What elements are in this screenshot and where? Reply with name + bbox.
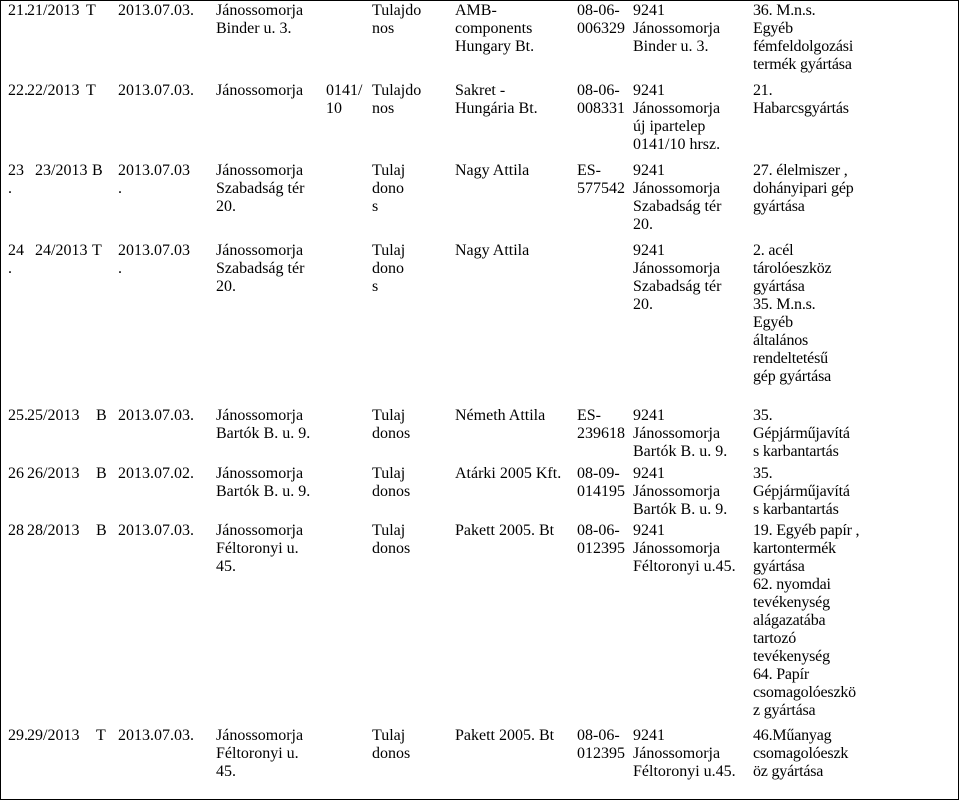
cell-address: Jánossomorja Szabadság tér 20. bbox=[216, 162, 305, 215]
cell-date: 2013.07.03. bbox=[118, 522, 194, 539]
cell-code: 08-06- 012395 bbox=[577, 522, 625, 557]
cell-reg: 24/2013 bbox=[35, 242, 88, 259]
cell-operator: Németh Attila bbox=[455, 407, 546, 424]
cell-code: 08-06- 012395 bbox=[577, 727, 625, 762]
cell-no: 21. bbox=[8, 2, 28, 19]
cell-date: 2013.07.03 . bbox=[118, 162, 190, 197]
cell-type: B bbox=[92, 162, 103, 179]
cell-site: 9241 Jánossomorja Bartók B. u. 9. bbox=[633, 407, 728, 460]
cell-operator: Atárki 2005 Kft. bbox=[455, 465, 562, 482]
cell-date: 2013.07.03. bbox=[118, 727, 194, 744]
table-row bbox=[0, 2, 959, 82]
cell-type: B bbox=[96, 407, 107, 424]
cell-site: 9241 Jánossomorja Féltoronyi u.45. bbox=[633, 727, 736, 780]
cell-site: 9241 Jánossomorja Bartók B. u. 9. bbox=[633, 465, 728, 518]
cell-code: 08-06- 008331 bbox=[577, 82, 625, 117]
cell-reg: 21/2013 bbox=[27, 2, 80, 19]
cell-no: 23 . bbox=[8, 162, 24, 197]
table-row bbox=[0, 522, 959, 727]
cell-ownership: Tulajdo nos bbox=[372, 82, 422, 117]
table-row bbox=[0, 82, 959, 162]
cell-date: 2013.07.03. bbox=[118, 82, 194, 99]
cell-reg: 25/2013 bbox=[27, 407, 80, 424]
cell-ownership: Tulaj donos bbox=[372, 407, 411, 442]
cell-operator: Nagy Attila bbox=[455, 242, 530, 259]
cell-activity: 35. Gépjárműjavítá s karbantartás bbox=[753, 465, 850, 518]
cell-code: 08-09- 014195 bbox=[577, 465, 625, 500]
cell-activity: 2. acél tárolóeszköz gyártása 35. M.n.s. Egyéb általános rendeltetésű gép gyártása bbox=[753, 242, 832, 385]
cell-address: Jánossomorja Féltoronyi u. 45. bbox=[216, 727, 304, 780]
cell-code: 08-06- 006329 bbox=[577, 2, 625, 37]
cell-no: 25. bbox=[8, 407, 28, 424]
cell-no: 29. bbox=[8, 727, 28, 744]
cell-activity: 46.Műanyag csomagolóeszk öz gyártása bbox=[753, 727, 849, 780]
cell-code: ES- 577542 bbox=[577, 162, 625, 197]
cell-hrsz: 0141/ 10 bbox=[326, 82, 363, 117]
cell-reg: 29/2013 bbox=[27, 727, 80, 744]
cell-no: 28 bbox=[8, 522, 24, 539]
cell-ownership: Tulaj dono s bbox=[372, 242, 406, 295]
cell-operator: Nagy Attila bbox=[455, 162, 530, 179]
cell-site: 9241 Jánossomorja Szabadság tér 20. bbox=[633, 242, 722, 313]
cell-operator: Sakret - Hungária Bt. bbox=[455, 82, 538, 117]
cell-type: B bbox=[96, 522, 107, 539]
cell-date: 2013.07.03 . bbox=[118, 242, 190, 277]
cell-no: 22. bbox=[8, 82, 28, 99]
cell-address: Jánossomorja bbox=[216, 82, 304, 99]
cell-activity: 19. Egyéb papír , kartontermék gyártása 62. nyomdai tevékenység alágazatába tartozó tevékenység 64. Papír csomagolóeszkö z gyártása bbox=[753, 522, 860, 719]
cell-type: T bbox=[96, 727, 106, 744]
cell-ownership: Tulaj donos bbox=[372, 465, 411, 500]
cell-activity: 35. Gépjárműjavítá s karbantartás bbox=[753, 407, 850, 460]
table-row bbox=[0, 727, 959, 802]
cell-address: Jánossomorja Féltoronyi u. 45. bbox=[216, 522, 304, 575]
cell-activity: 21. Habarcsgyártás bbox=[753, 82, 849, 117]
cell-operator: AMB- components Hungary Bt. bbox=[455, 2, 535, 55]
table-row bbox=[0, 242, 959, 407]
cell-reg: 23/2013 bbox=[35, 162, 88, 179]
cell-operator: Pakett 2005. Bt bbox=[455, 727, 555, 744]
cell-address: Jánossomorja Binder u. 3. bbox=[216, 2, 304, 37]
cell-reg: 22/2013 bbox=[27, 82, 80, 99]
cell-address: Jánossomorja Bartók B. u. 9. bbox=[216, 407, 311, 442]
cell-type: T bbox=[86, 82, 96, 99]
cell-ownership: Tulaj dono s bbox=[372, 162, 406, 215]
cell-ownership: Tulaj donos bbox=[372, 522, 411, 557]
cell-site: 9241 Jánossomorja Binder u. 3. bbox=[633, 2, 721, 55]
cell-ownership: Tulajdo nos bbox=[372, 2, 422, 37]
table-row bbox=[0, 162, 959, 242]
cell-address: Jánossomorja Szabadság tér 20. bbox=[216, 242, 305, 295]
cell-date: 2013.07.02. bbox=[118, 465, 194, 482]
cell-code: ES- 239618 bbox=[577, 407, 625, 442]
table-border bbox=[0, 0, 1, 800]
cell-no: 24 . bbox=[8, 242, 24, 277]
cell-site: 9241 Jánossomorja új ipartelep 0141/10 hrsz. bbox=[633, 82, 721, 153]
cell-date: 2013.07.03. bbox=[118, 407, 194, 424]
table-border bbox=[0, 0, 959, 1]
cell-activity: 27. élelmiszer , dohányipari gép gyártása bbox=[753, 162, 854, 215]
cell-operator: Pakett 2005. Bt bbox=[455, 522, 555, 539]
cell-reg: 28/2013 bbox=[27, 522, 80, 539]
cell-site: 9241 Jánossomorja Féltoronyi u.45. bbox=[633, 522, 736, 575]
cell-ownership: Tulaj donos bbox=[372, 727, 411, 762]
cell-date: 2013.07.03. bbox=[118, 2, 194, 19]
cell-type: B bbox=[96, 465, 107, 482]
cell-type: T bbox=[86, 2, 96, 19]
cell-address: Jánossomorja Bartók B. u. 9. bbox=[216, 465, 311, 500]
cell-no: 26 bbox=[8, 465, 24, 482]
table-row bbox=[0, 407, 959, 465]
table-row bbox=[0, 465, 959, 522]
cell-reg: 26/2013 bbox=[27, 465, 80, 482]
cell-activity: 36. M.n.s. Egyéb fémfeldolgozási termék gyártása bbox=[753, 2, 854, 73]
cell-type: T bbox=[92, 242, 102, 259]
cell-site: 9241 Jánossomorja Szabadság tér 20. bbox=[633, 162, 722, 233]
